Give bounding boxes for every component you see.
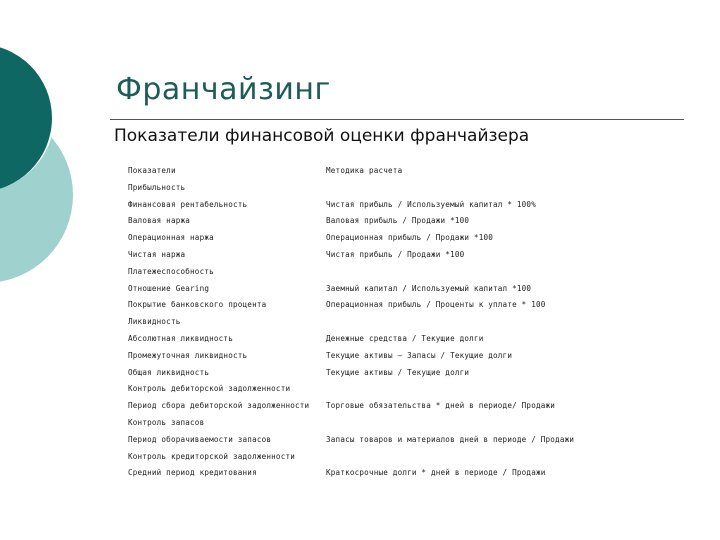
- slide-title: Франчайзинг: [116, 72, 331, 107]
- method-cell: Чистая прибыль / Используемый капитал * 100%: [326, 199, 536, 209]
- method-cell: Запасы товаров и материалов дней в периоде / Продажи: [326, 434, 575, 444]
- section-heading: Ликвидность: [128, 317, 181, 327]
- indicator-cell: Покрытие банковского процента: [128, 300, 267, 310]
- indicator-cell: Чистая наржа: [128, 250, 186, 259]
- indicator-cell: Отношение Gearing: [128, 283, 210, 293]
- section-heading: Контроль дебиторской задолженности: [128, 384, 291, 394]
- indicator-cell: Период оборачиваемости запасов: [128, 434, 272, 444]
- indicator-cell: Промежуточная ликвидность: [128, 350, 248, 360]
- indicator-cell: Средний период кредитования: [128, 468, 257, 478]
- column-header-method: Методика расчета: [326, 166, 403, 175]
- method-cell: Текущие активы / Текущие долги: [326, 367, 470, 377]
- method-cell: Валовая прибыль / Продажи *100: [326, 216, 470, 226]
- method-cell: Чистая прибыль / Продажи *100: [326, 250, 465, 259]
- method-cell: Краткосрочные долги * дней в периоде / Продажи: [326, 468, 546, 478]
- slide-subtitle: Показатели финансовой оценки франчайзера: [114, 126, 530, 146]
- method-cell: Операционная прибыль / Продажи *100: [326, 233, 494, 243]
- indicator-cell: Период сбора дебиторской задолженности: [128, 401, 310, 411]
- section-heading: Прибыльность: [128, 182, 186, 192]
- column-header-indicator: Показатели: [128, 166, 176, 175]
- method-cell: Денежные средства / Текущие долги: [326, 334, 484, 343]
- method-cell: Текущие активы – Запасы / Текущие долги: [326, 350, 513, 360]
- method-cell: Операционная прибыль / Проценты к уплате * 100: [326, 300, 546, 310]
- indicator-cell: Валовая наржа: [128, 216, 191, 226]
- section-heading: Платежеспособность: [128, 266, 214, 276]
- section-heading: Контроль кредиторской задолженности: [128, 451, 296, 461]
- method-cell: Торговые обязательства * дней в периоде/ Продажи: [326, 401, 556, 411]
- indicator-cell: Абсолютная ликвидность: [128, 334, 233, 343]
- indicator-cell: Общая ликвидность: [128, 367, 210, 377]
- indicator-cell: Операционная наржа: [128, 233, 214, 243]
- section-heading: Контроль запасов: [128, 418, 205, 427]
- indicator-cell: Финансовая рентабельность: [128, 199, 248, 209]
- method-cell: Заемный капитал / Используемый капитал *100: [326, 283, 532, 293]
